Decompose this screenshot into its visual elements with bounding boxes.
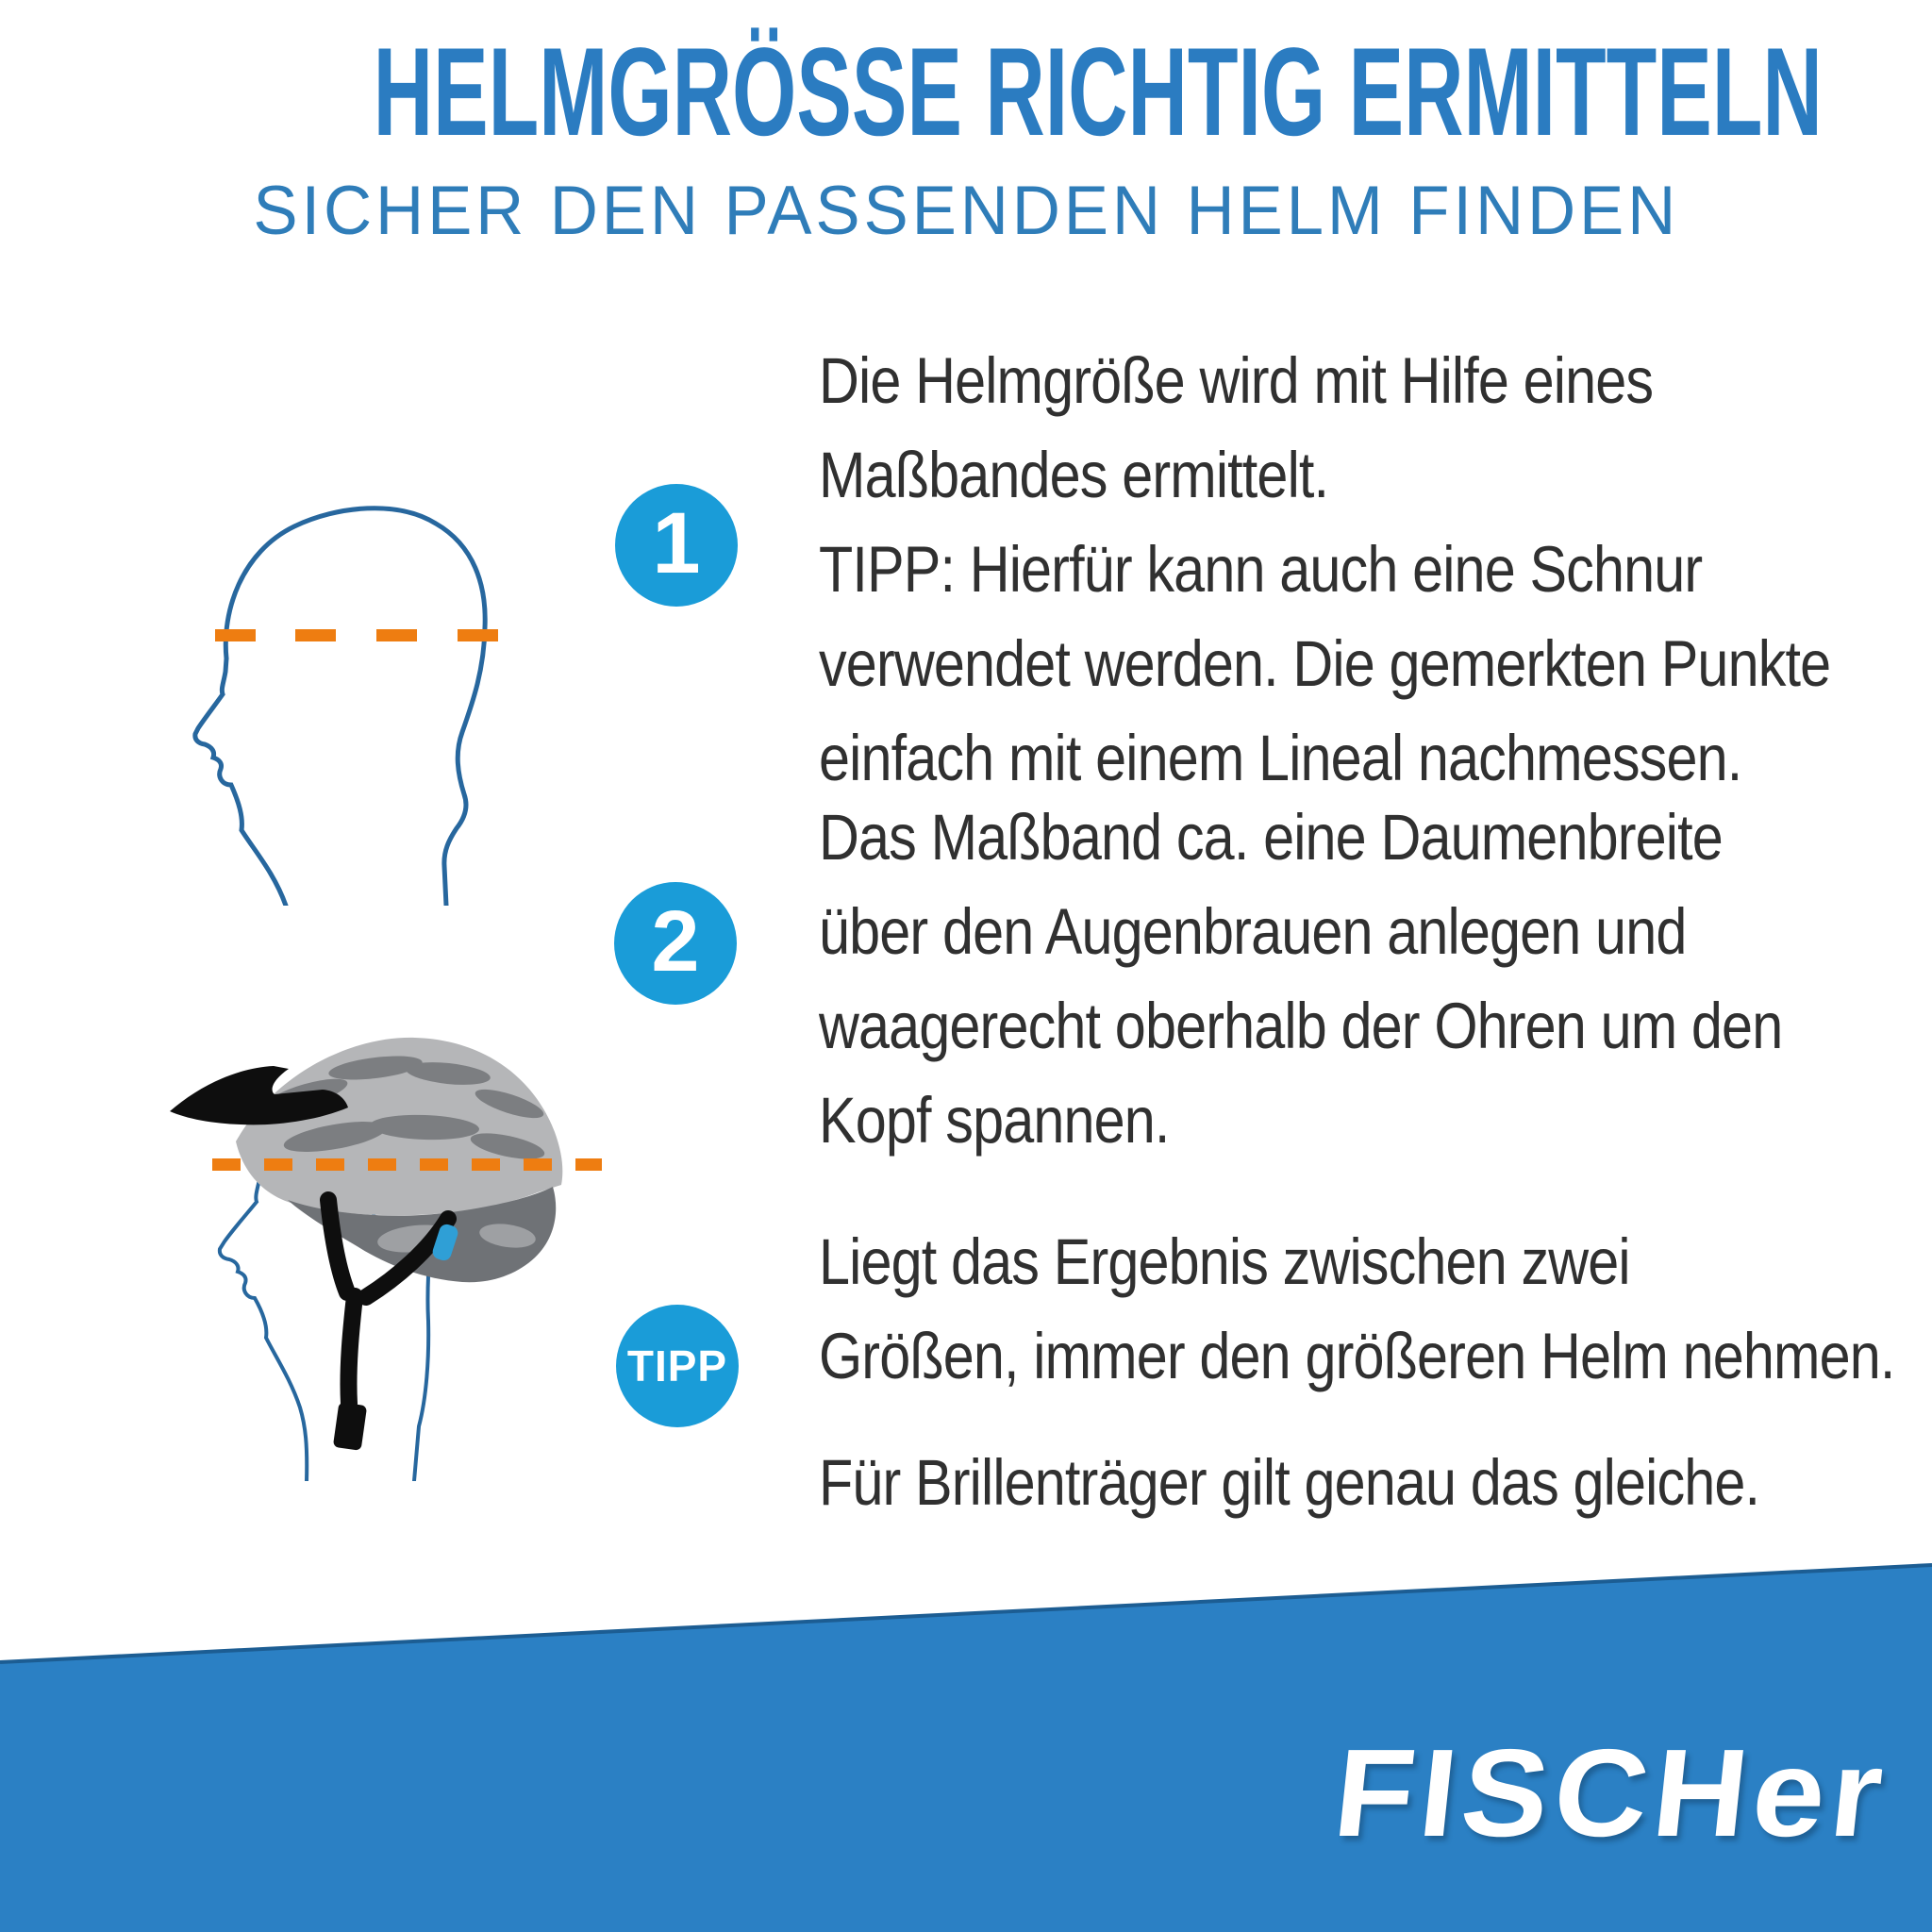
head-profile-icon bbox=[132, 358, 566, 906]
text-line: Das Maßband ca. eine Daumenbreite bbox=[819, 801, 1723, 874]
text-line: Kopf spannen. bbox=[819, 1084, 1170, 1157]
page-subtitle-text: SICHER DEN PASSENDEN HELM FINDEN bbox=[253, 173, 1679, 249]
page-title-text: HELMGRÖSSE RICHTIG ERMITTELN bbox=[373, 23, 1823, 162]
text-line: einfach mit einem Lineal nachmessen. bbox=[819, 722, 1742, 794]
page-subtitle bbox=[0, 173, 1932, 249]
text-line: Liegt das Ergebnis zwischen zwei bbox=[819, 1225, 1630, 1298]
text-line: verwendet werden. Die gemerkten Punkte bbox=[819, 627, 1831, 700]
page-title bbox=[0, 23, 1932, 162]
text-line: Die Helmgröße wird mit Hilfe eines bbox=[819, 344, 1654, 417]
instruction-block-2 bbox=[819, 791, 1782, 1168]
instruction-block-3 bbox=[819, 1215, 1895, 1404]
instruction-block-4 bbox=[819, 1436, 1759, 1530]
head-outline bbox=[195, 508, 485, 906]
text-line: TIPP: Hierfür kann auch eine Schnur bbox=[819, 533, 1703, 606]
fischer-logo: FISCHer bbox=[1328, 1724, 1895, 1862]
helmet-head-icon bbox=[132, 1000, 623, 1481]
step-badge-2: 2 bbox=[614, 882, 737, 1005]
step-badge-1: 1 bbox=[615, 484, 738, 607]
text-line: über den Augenbrauen anlegen und bbox=[819, 895, 1687, 968]
tip-badge: TIPP bbox=[616, 1305, 739, 1427]
text-line: Für Brillenträger gilt genau das gleiche. bbox=[819, 1446, 1760, 1519]
instruction-block-1 bbox=[819, 334, 1830, 806]
text-line: Größen, immer den größeren Helm nehmen. bbox=[819, 1320, 1895, 1392]
strap-clasp bbox=[333, 1402, 367, 1451]
text-line: waagerecht oberhalb der Ohren um den bbox=[819, 990, 1783, 1062]
measuring-line-dashes bbox=[215, 629, 498, 641]
text-line: Maßbandes ermittelt. bbox=[819, 439, 1329, 511]
